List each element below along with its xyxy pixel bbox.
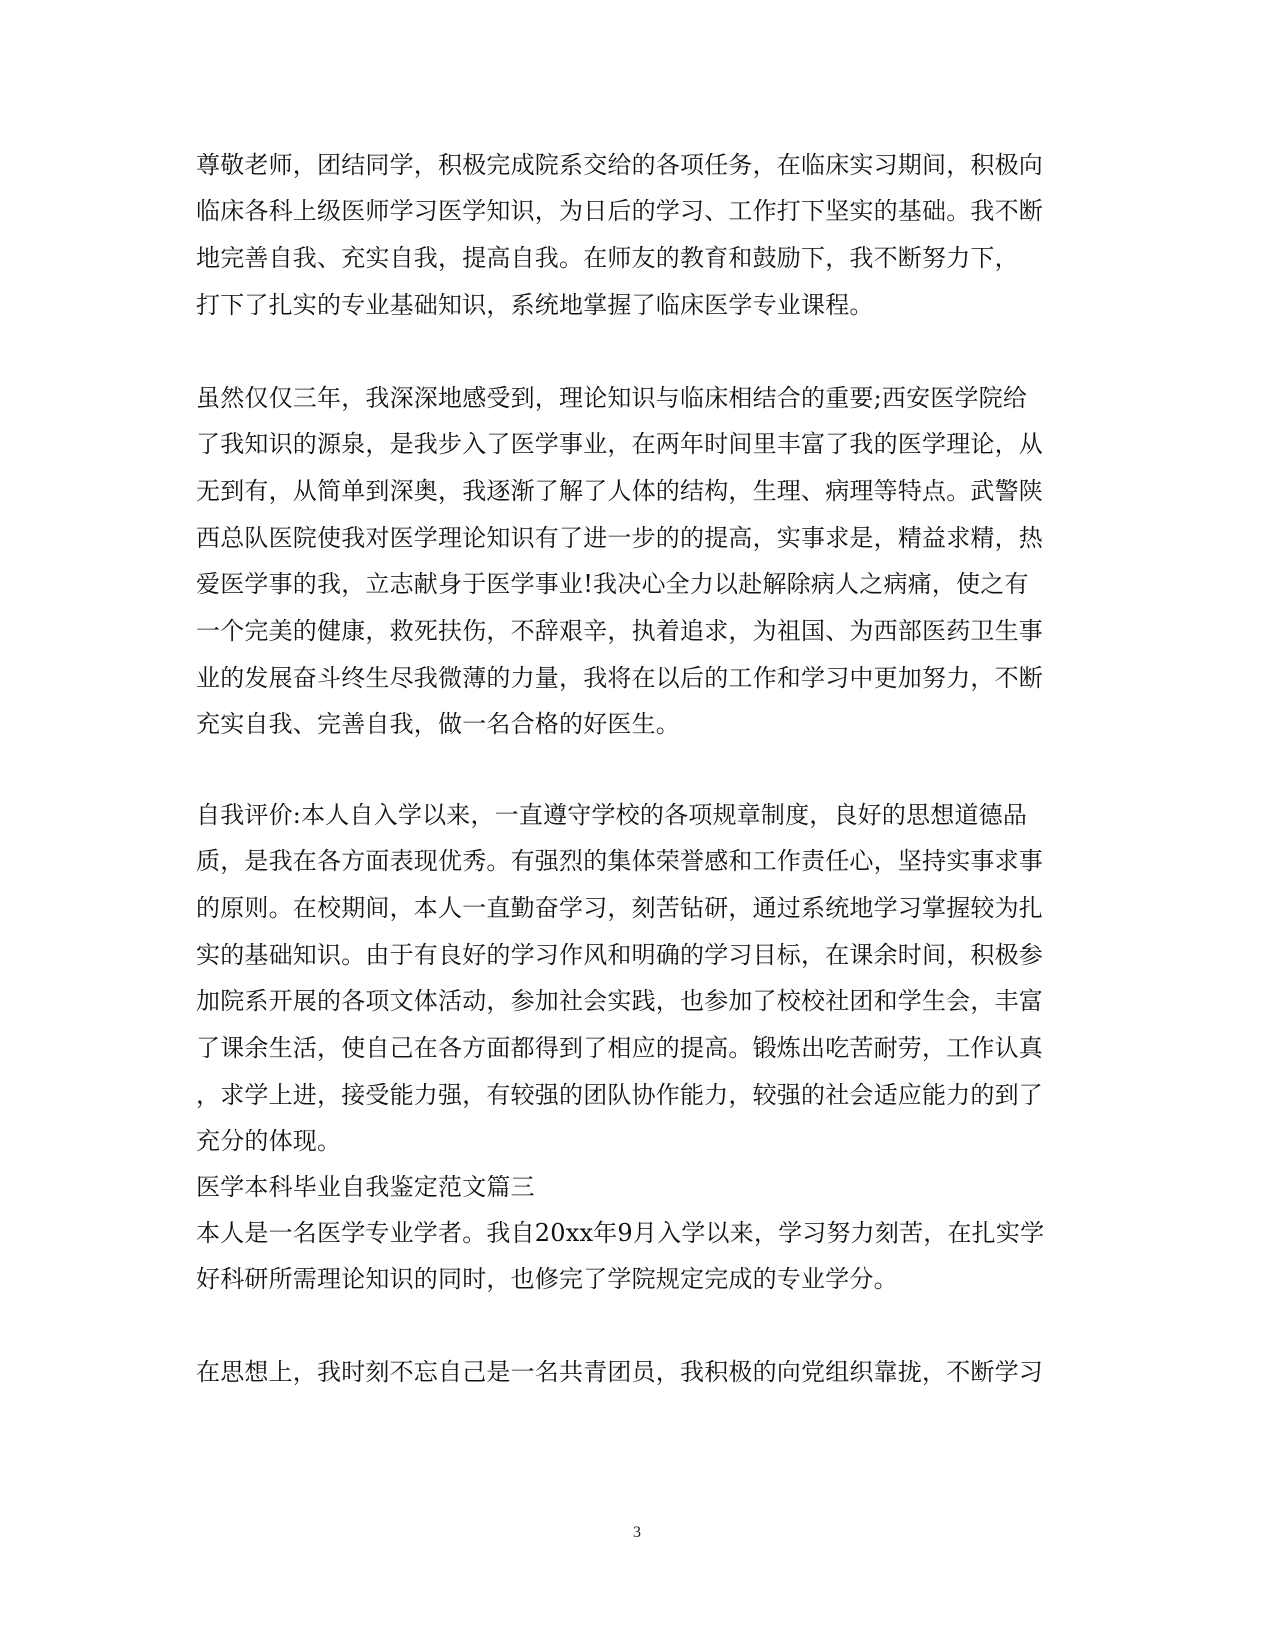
page-number: 3 — [633, 1524, 641, 1541]
text-line: 业的发展奋斗终生尽我微薄的力量，我将在以后的工作和学习中更加努力，不断 — [196, 664, 1043, 692]
text-line: 加院系开展的各项文体活动，参加社会实践，也参加了校校社团和学生会，丰富 — [196, 987, 1043, 1015]
text-line: 实的基础知识。由于有良好的学习作风和明确的学习目标，在课余时间，积极参 — [196, 941, 1043, 969]
text-line: 在思想上，我时刻不忘自己是一名共青团员，我积极的向党组织靠拢，不断学习 — [196, 1358, 1043, 1386]
text-line: 好科研所需理论知识的同时，也修完了学院规定完成的专业学分。 — [196, 1265, 898, 1293]
text-line: 一个完美的健康，救死扶伤，不辞艰辛，执着追求，为祖国、为西部医药卫生事 — [196, 617, 1043, 645]
text-line: 的原则。在校期间，本人一直勤奋学习，刻苦钻研，通过系统地学习掌握较为扎 — [196, 894, 1043, 922]
text-line: 地完善自我、充实自我，提高自我。在师友的教育和鼓励下，我不断努力下， — [196, 244, 1019, 272]
text-line: 西总队医院使我对医学理论知识有了进一步的的提高，实事求是，精益求精，热 — [196, 524, 1043, 552]
text-line: 质，是我在各方面表现优秀。有强烈的集体荣誉感和工作责任心，坚持实事求事 — [196, 847, 1043, 875]
text-line: 尊敬老师，团结同学，积极完成院系交给的各项任务，在临床实习期间，积极向 — [196, 151, 1043, 179]
text-line: 临床各科上级医师学习医学知识，为日后的学习、工作打下坚实的基础。我不断 — [196, 197, 1043, 225]
text-line: 了我知识的源泉，是我步入了医学事业，在两年时间里丰富了我的医学理论，从 — [196, 430, 1043, 458]
text-line: 了课余生活，使自己在各方面都得到了相应的提高。锻炼出吃苦耐劳，工作认真 — [196, 1034, 1043, 1062]
text-line: 无到有，从简单到深奥，我逐渐了解了人体的结构，生理、病理等特点。武警陕 — [196, 477, 1043, 505]
text-line: 本人是一名医学专业学者。我自20xx年9月入学以来，学习努力刻苦，在扎实学 — [196, 1219, 1045, 1247]
text-line: 充分的体现。 — [196, 1127, 342, 1155]
section-heading: 医学本科毕业自我鉴定范文篇三 — [196, 1173, 535, 1201]
text-line: 虽然仅仅三年，我深深地感受到，理论知识与临床相结合的重要;西安医学院给 — [196, 384, 1028, 412]
text-line: 爱医学事的我，立志献身于医学事业!我决心全力以赴解除病人之病痛，使之有 — [196, 570, 1029, 598]
text-line: 自我评价:本人自入学以来，一直遵守学校的各项规章制度，良好的思想道德品 — [196, 801, 1028, 829]
text-line: ，求学上进，接受能力强，有较强的团队协作能力，较强的社会适应能力的到了 — [196, 1081, 1043, 1109]
text-line: 打下了扎实的专业基础知识，系统地掌握了临床医学专业课程。 — [196, 291, 874, 319]
text-line: 充实自我、完善自我，做一名合格的好医生。 — [196, 710, 680, 738]
